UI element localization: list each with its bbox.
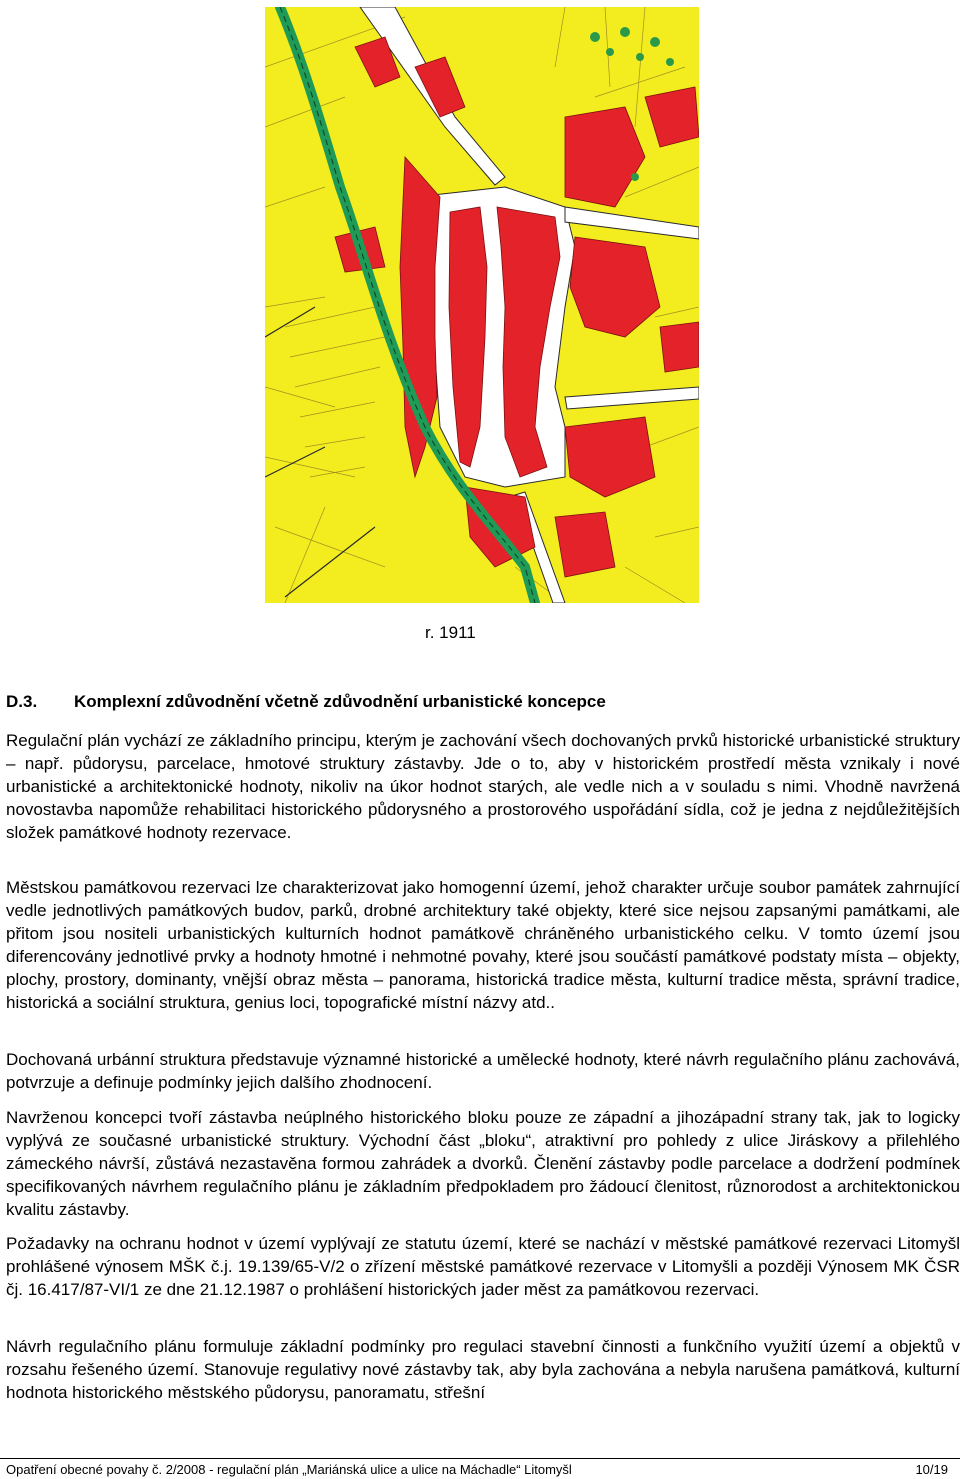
historical-town-plan-map <box>265 7 699 603</box>
paragraph-6: Návrh regulačního plánu formuluje základní podmínky pro regulaci stavební činnosti a funkčního využití území a objektů v rozsahu řešeného území. Stanovuje regulativy nové zástavby tak, aby byla zachována a nebyla narušena památková, kulturní hodnota historického městského půdorysu, panoramatu, střešní <box>6 1337 960 1402</box>
section-title: Komplexní zdůvodnění včetně zdůvodnění urbanistické koncepce <box>74 692 606 711</box>
section-number: D.3. <box>6 692 38 711</box>
section-heading <box>6 692 606 712</box>
footer-document-title: Opatření obecné povahy č. 2/2008 - regulační plán „Mariánská ulice a ulice na Máchadle“ Litomyšl <box>6 1462 572 1477</box>
paragraph-2: Městskou památkovou rezervaci lze charakterizovat jako homogenní území, jehož charakter určuje soubor památek zahrnující vedle jednotlivých památkových budov, parků, drobné architektury také objekty, které sice nejsou zapsanými památkami, ale přitom jsou nositeli urbanistických kulturních hodnot památkově chráněného urbanistického celku. V tomto území jsou diferencovány jednotlivé prvky a hodnoty hmotné i nehmotné povahy, které jsou součástí památkové podstaty místa – objekty, plochy, prostory, dominanty, vnější obraz města – panorama, historická tradice města, kulturní tradice města, správní tradice, historická a sociální struktura, genius loci, topografické místní názvy atd.. <box>6 878 960 1012</box>
paragraph-3: Dochovaná urbánní struktura představuje významné historické a umělecké hodnoty, které návrh regulačního plánu zachovává, potvrzuje a definuje podmínky jejich dalšího zhodnocení. <box>6 1050 960 1092</box>
footer-divider <box>0 1458 960 1459</box>
footer-page-number: 10/19 <box>915 1462 948 1477</box>
paragraph-1: Regulační plán vychází ze základního principu, kterým je zachování všech dochovaných prvků historické urbanistické struktury – např. půdorysu, parcelace, hmotové struktury zástavby. Jde o to, aby v historickém prostředí města vznikaly i nové urbanistické a architektonické hodnoty, nikoliv na úkor hodnot starých, ale vedle nich a v souladu s nimi. Vhodně navržená novostavba napomůže rehabilitaci historického půdorysného a prostorového uspořádání sídla, což je jedna z nejdůležitějších složek památkové hodnoty rezervace. <box>6 731 960 842</box>
paragraph-4: Navrženou koncepci tvoří zástavba neúplného historického bloku pouze ze západní a jihozápadní strany tak, jak to logicky vyplývá ze současné urbanistické struktury. Východní část „bloku“, atraktivní pro pohledy z ulice Jiráskovy a přilehlého zámeckého návrší, zůstává nezastavěna formou zahrádek a dvorků. Členění zástavby podle parcelace a dodržení podmínek specifikovaných návrhem regulačního plánu je základním předpokladem pro žádoucí členitost, různorodost a architektonickou kvalitu zástavby. <box>6 1108 960 1219</box>
paragraph-5: Požadavky na ochranu hodnot v území vyplývají ze statutu území, které se nachází v městské památkové rezervaci Litomyšl prohlášené výnosem MŠK č.j. 19.139/65-V/2 o zřízení městské památkové rezervace v Litomyšli a později Výnosem MK ČSR čj. 16.417/87-VI/1 ze dne 21.12.1987 o prohlášení historických jader měst za památkovou rezervaci. <box>6 1234 960 1299</box>
figure-caption: r. 1911 <box>425 623 476 642</box>
